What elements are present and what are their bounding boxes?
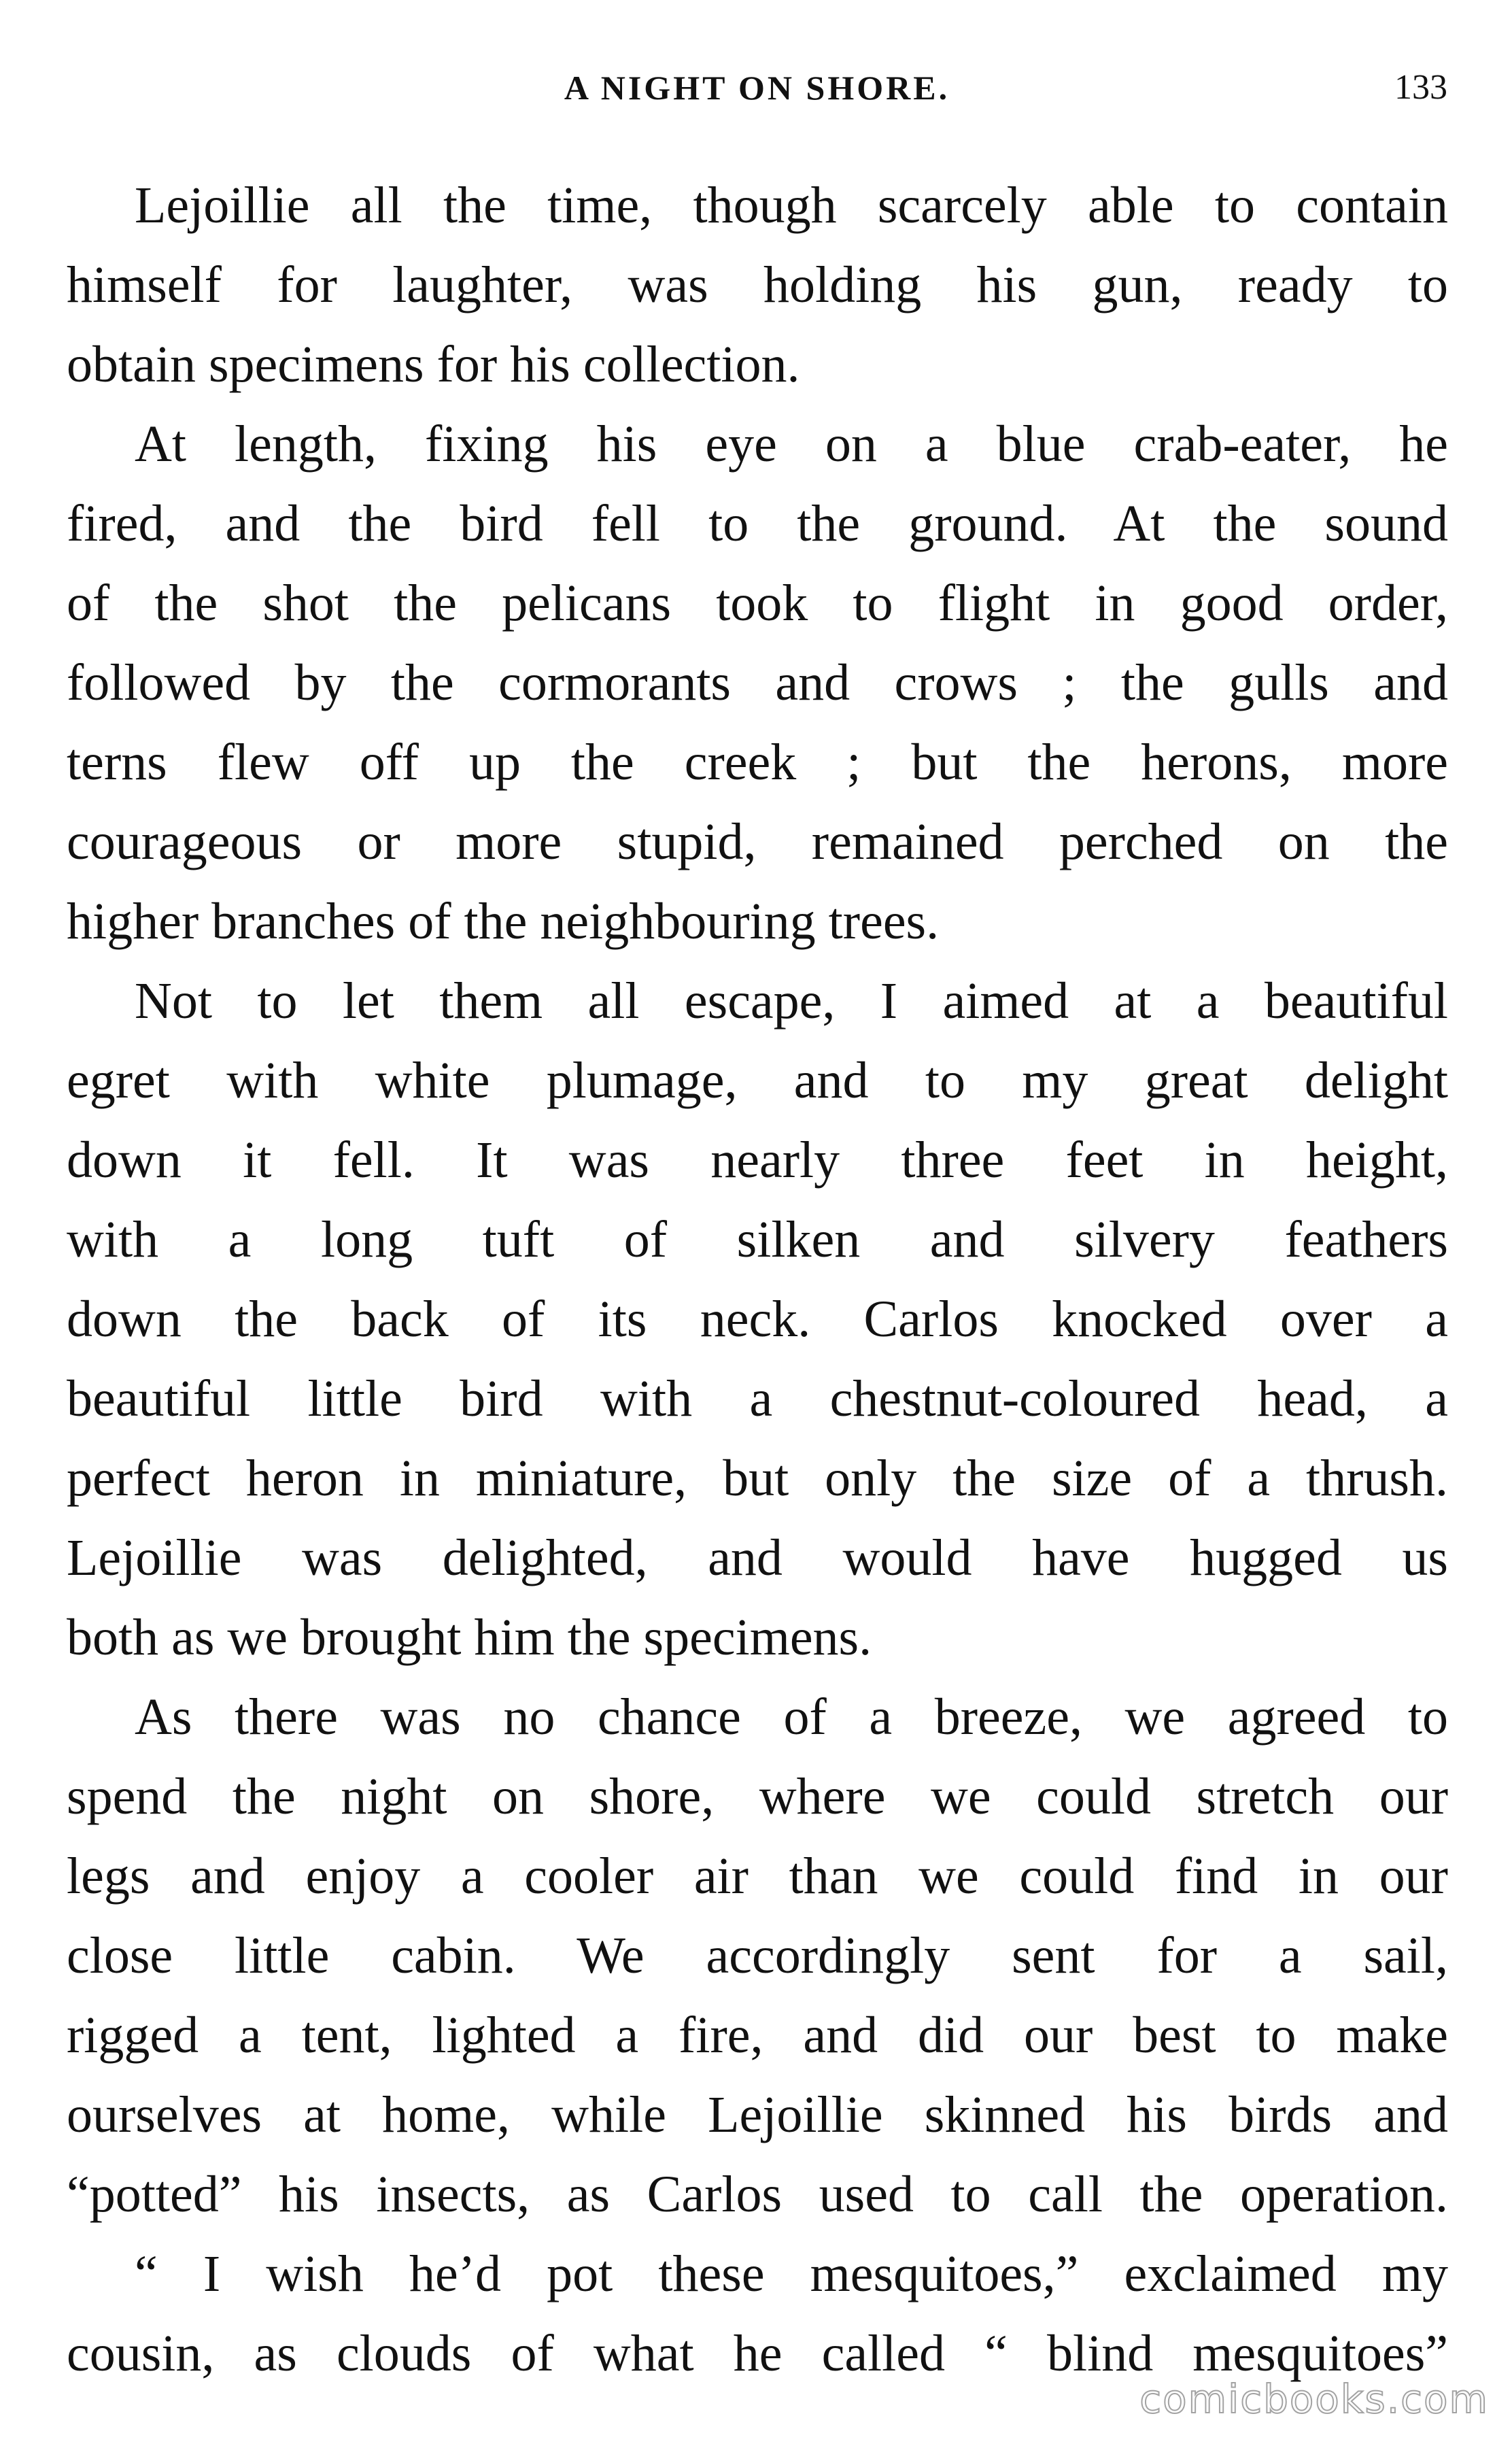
text-line: courageous or more stupid, remained perched on the — [67, 813, 1448, 870]
text-line: down the back of its neck. Carlos knocked over a — [67, 1291, 1448, 1348]
text-line: terns flew off up the creek ; but the herons, more — [67, 734, 1448, 791]
text-line: “potted” his insects, as Carlos used to call the operation. — [67, 2166, 1448, 2223]
running-head — [67, 64, 1447, 112]
text-line: both as we brought him the specimens. — [67, 1609, 872, 1666]
paragraph — [67, 166, 1448, 405]
text-line: Lejoillie all the time, though scarcely able to contain — [135, 177, 1448, 234]
text-line: higher branches of the neighbouring trees. — [67, 893, 940, 950]
text-line: with a long tuft of silken and silvery feathers — [67, 1211, 1448, 1268]
paragraph — [67, 1678, 1448, 2234]
text-line: As there was no chance of a breeze, we agreed to — [135, 1688, 1448, 1746]
text-line: “ I wish he’d pot these mesquitoes,” exclaimed my — [135, 2245, 1448, 2302]
text-line: down it fell. It was nearly three feet in height, — [67, 1132, 1448, 1189]
text-line: of the shot the pelicans took to flight in good order, — [67, 575, 1448, 632]
text-line: ourselves at home, while Lejoillie skinned his birds and — [67, 2086, 1448, 2143]
text-line: cousin, as clouds of what he called “ blind mesquitoes” — [67, 2325, 1448, 2382]
running-title: A NIGHT ON SHORE. — [564, 69, 950, 107]
watermark-logo: comicbooks.com — [1139, 2376, 1489, 2422]
text-line: fired, and the bird fell to the ground. At the sound — [67, 495, 1448, 552]
body-text — [67, 166, 1448, 2394]
text-line: beautiful little bird with a chestnut-coloured head, a — [67, 1370, 1448, 1427]
text-line: Not to let them all escape, I aimed at a beautiful — [135, 972, 1448, 1030]
paragraph — [67, 405, 1448, 962]
page-number: 133 — [1394, 68, 1447, 107]
text-line: spend the night on shore, where we could stretch our — [67, 1768, 1448, 1825]
text-line: close little cabin. We accordingly sent for a sail, — [67, 1927, 1448, 1984]
paragraph — [67, 962, 1448, 1678]
text-line: perfect heron in miniature, but only the size of a thrush. — [67, 1450, 1448, 1507]
text-line: egret with white plumage, and to my great delight — [67, 1052, 1448, 1109]
paragraph — [67, 2234, 1448, 2394]
text-line: rigged a tent, lighted a fire, and did our best to make — [67, 2007, 1448, 2064]
text-line: obtain specimens for his collection. — [67, 336, 800, 393]
text-line: Lejoillie was delighted, and would have hugged us — [67, 1529, 1448, 1586]
text-line: At length, fixing his eye on a blue crab-eater, he — [135, 415, 1448, 473]
text-line: followed by the cormorants and crows ; the gulls and — [67, 654, 1448, 711]
text-line: himself for laughter, was holding his gun, ready to — [67, 256, 1448, 313]
text-line: legs and enjoy a cooler air than we could find in our — [67, 1848, 1448, 1905]
